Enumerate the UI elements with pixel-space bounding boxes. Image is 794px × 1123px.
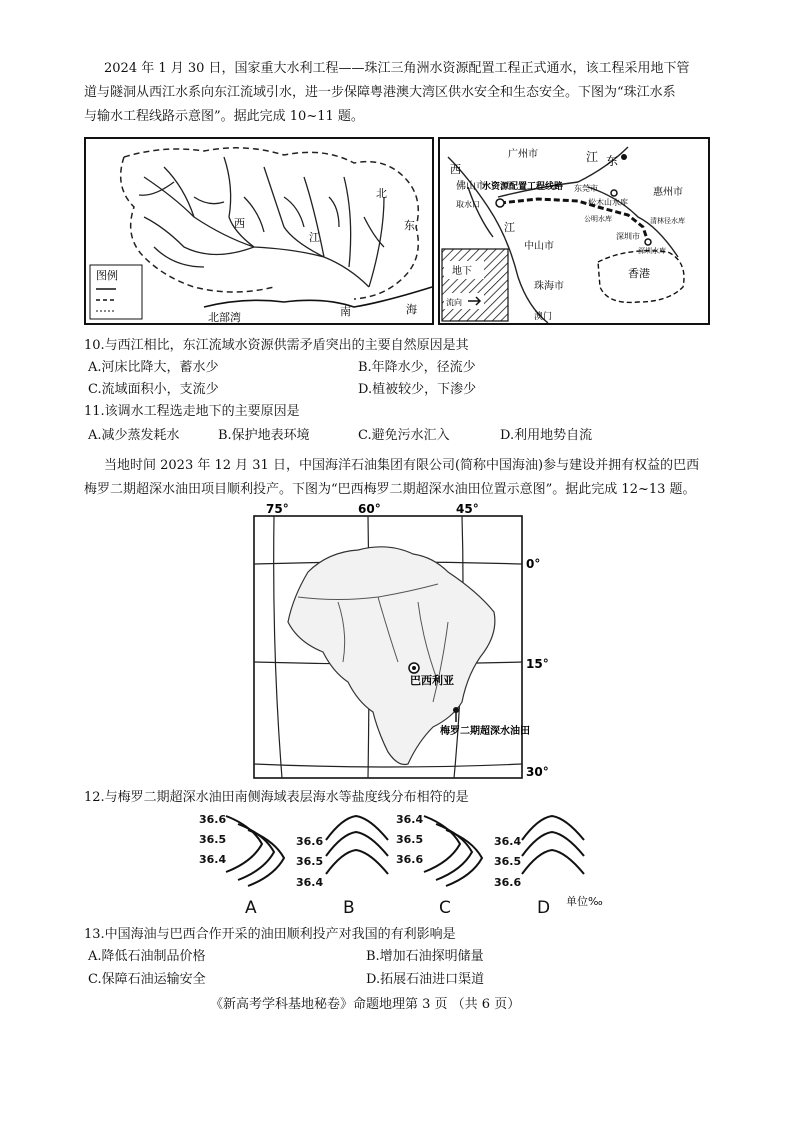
q11-option-b[interactable]: B.保护地表环境: [218, 428, 310, 443]
q13-option-a[interactable]: A.降低石油制品价格: [88, 949, 206, 964]
water-project-route-map: [438, 137, 710, 325]
salinity-unit-label: 单位‰: [566, 895, 603, 908]
iso-c-label-2: 36.5: [396, 833, 424, 846]
q12-choice-a[interactable]: A: [245, 898, 257, 918]
map1-label-bei: 北: [376, 187, 387, 200]
map2-label-shenzhen: 深圳市: [616, 232, 640, 241]
iso-d-label-2: 36.5: [494, 855, 522, 868]
q10-option-c[interactable]: C.流域面积小，支流少: [88, 382, 219, 397]
map1-label-hai: 海: [406, 303, 417, 316]
isohaline-option-c: [420, 812, 486, 888]
intro2-line1: 当地时间 2023 年 12 月 31 日，中国海洋石油集团有限公司(简称中国海油)参与建设并拥有权益的巴西: [104, 458, 700, 473]
lat-label-15: 15°: [526, 657, 549, 671]
q10-option-b[interactable]: B.年降水少，径流少: [358, 360, 476, 375]
iso-b-label-3: 36.4: [296, 876, 324, 889]
q12-stem: 12.与梅罗二期超深水油田南侧海域表层海水等盐度线分布相符的是: [84, 790, 469, 805]
map2-label-huizhou: 惠州市: [653, 187, 683, 198]
map1-label-dong: 东: [404, 219, 415, 232]
pearl-river-system-map: [84, 137, 434, 325]
map2-label-dongguan: 东莞市: [574, 184, 598, 193]
iso-c-label-3: 36.6: [396, 853, 424, 866]
map2-label-gongming: 公明水库: [584, 215, 612, 223]
iso-c-label-1: 36.4: [396, 813, 424, 826]
q11-option-d[interactable]: D.利用地势自流: [500, 428, 593, 443]
q13-stem: 13.中国海油与巴西合作开采的油田顺利投产对我国的有利影响是: [84, 927, 456, 942]
isohaline-option-b: [322, 810, 392, 890]
map1-label-jiang: 江: [309, 231, 320, 244]
q12-choice-b[interactable]: B: [343, 898, 355, 918]
iso-d-label-1: 36.4: [494, 835, 522, 848]
iso-a-label-3: 36.4: [199, 853, 227, 866]
oilfield-label: 梅罗二期超深水油田: [440, 726, 530, 737]
map2-label-aomen: 澳门: [534, 312, 553, 322]
iso-b-label-1: 36.6: [296, 835, 324, 848]
map2-label-foshan: 佛山市: [456, 181, 486, 192]
q11-option-a[interactable]: A.减少蒸发耗水: [88, 428, 180, 443]
q11-option-c[interactable]: C.避免污水汇入: [358, 428, 450, 443]
brasilia-label: 巴西利亚: [410, 674, 454, 687]
iso-a-label-2: 36.5: [199, 833, 227, 846]
map1-legend-title: 图例: [96, 269, 118, 282]
map1-label-nan: 南: [340, 305, 351, 318]
map2-label-songshan: 松木山水库: [588, 198, 628, 207]
q13-option-b[interactable]: B.增加石油探明储量: [366, 949, 484, 964]
intro1-line3: 与输水工程线路示意图”。据此完成 10~11 题。: [84, 109, 364, 124]
q10-option-d[interactable]: D.植被较少，下渗少: [358, 382, 477, 397]
lon-label-75: 75°: [266, 502, 289, 516]
isohaline-option-d: [518, 810, 588, 890]
intro1-line1: 2024 年 1 月 30 日，国家重大水利工程——珠江三角洲水资源配置工程正式通水，该工程采用地下管: [104, 61, 690, 76]
page-footer: 《新高考学科基地秘卷》命题地理第 3 页 （共 6 页）: [210, 997, 521, 1012]
iso-d-label-3: 36.6: [494, 876, 522, 889]
map2-label-dong: 东: [606, 154, 619, 168]
map2-label-zhuhai: 珠海市: [534, 281, 564, 292]
intro1-line2: 道与隧洞从西江水系向东江流域引水，进一步保障粤港澳大湾区供水安全和生态安全。下图为“珠江水系: [84, 85, 676, 100]
map2-label-jiang-top: 江: [586, 150, 599, 164]
brazil-oilfield-map: [248, 502, 549, 784]
q10-stem: 10.与西江相比，东江流域水资源供需矛盾突出的主要自然原因是其: [84, 338, 469, 353]
lat-label-30: 30°: [526, 765, 549, 779]
map1-label-beibuwan: 北部湾: [208, 311, 241, 324]
map2-label-shenshen: 深圳水库: [638, 247, 666, 255]
iso-b-label-2: 36.5: [296, 855, 324, 868]
map2-label-jiang-mid: 江: [504, 221, 515, 234]
q11-stem: 11.该调水工程选走地下的主要原因是: [84, 404, 300, 419]
map2-label-qushuikou: 取水口: [456, 200, 480, 209]
map2-label-dixia: 地下: [452, 266, 472, 277]
map2-label-guangzhou: 广州市: [508, 149, 538, 160]
map2-label-xianggang: 香港: [628, 267, 650, 280]
q13-option-c[interactable]: C.保障石油运输安全: [88, 972, 206, 987]
q13-option-d[interactable]: D.拓展石油进口渠道: [366, 972, 485, 987]
map2-label-zhongshan: 中山市: [524, 241, 554, 252]
intro2-line2: 梅罗二期超深水油田项目顺利投产。下图为“巴西梅罗二期超深水油田位置示意图”。据此完成 12~13 题。: [84, 482, 696, 497]
iso-a-label-1: 36.6: [199, 813, 227, 826]
q12-choice-c[interactable]: C: [439, 898, 451, 918]
isohaline-option-a: [222, 812, 288, 888]
map2-label-liuxiang: 流向: [446, 298, 462, 307]
q10-option-a[interactable]: A.河床比降大，蓄水少: [88, 360, 219, 375]
map2-label-qinglin: 清林径水库: [650, 217, 685, 225]
q12-choice-d[interactable]: D: [537, 898, 551, 918]
map2-label-project: 水资源配置工程线路: [482, 182, 564, 192]
lat-label-0: 0°: [526, 557, 541, 571]
map1-label-xi: 西: [234, 217, 245, 230]
lon-label-45: 45°: [456, 502, 479, 516]
map2-label-xi: 西: [450, 163, 461, 176]
lon-label-60: 60°: [358, 502, 381, 516]
